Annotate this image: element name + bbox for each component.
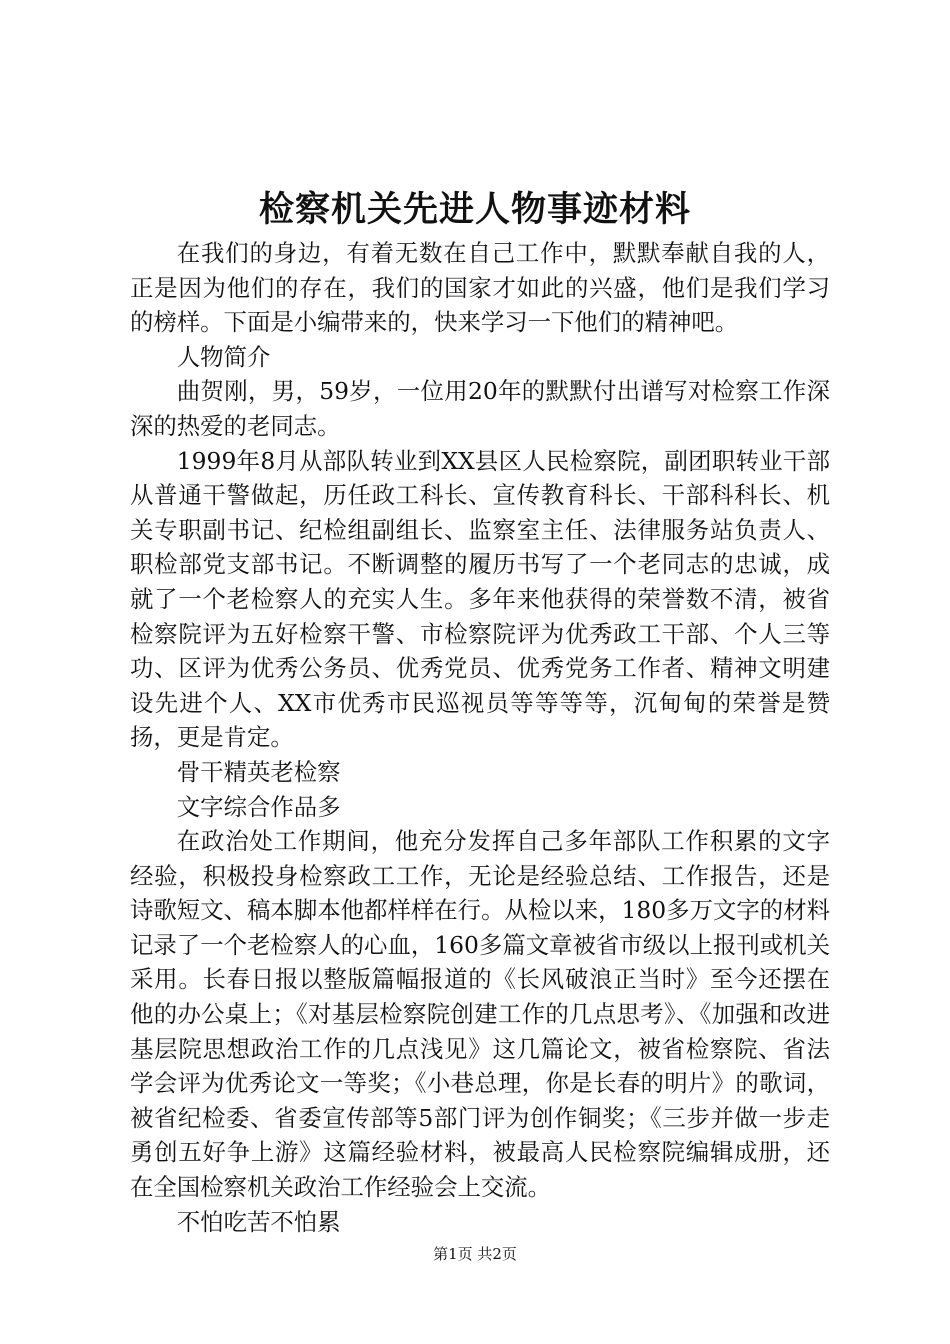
section-heading-backbone: 骨干精英老检察 bbox=[176, 757, 341, 786]
page-number-footer: 第1页 共2页 bbox=[433, 1245, 517, 1263]
section-heading-hardwork: 不怕吃苦不怕累 bbox=[176, 1207, 341, 1236]
document-body bbox=[130, 236, 830, 1239]
section-heading-writing: 文字综合作品多 bbox=[176, 792, 341, 821]
paragraph-intro: 在我们的身边，有着无数在自己工作中，默默奉献自我的人，正是因为他们的存在，我们的国家才如此的兴盛，他们是我们学习的榜样。下面是小编带来的，快来学习一下他们的精神吧。 bbox=[130, 239, 830, 337]
document-title: 检察机关先进人物事迹材料 bbox=[258, 189, 691, 230]
paragraph-profile: 曲贺刚，男，59岁，一位用20年的默默付出谱写对检察工作深深的热爱的老同志。 bbox=[130, 377, 830, 440]
paragraph-writing: 在政治处工作期间，他充分发挥自己多年部队工作积累的文字经验，积极投身检察政工工作，无论是经验总结、工作报告，还是诗歌短文、稿本脚本他都样样在行。从检以来，180多万文字的材料记录了一个老检察人的心血，160多篇文章被省市级以上报刊或机关采用。长春日报以整版篇幅报道的《长风破浪正当时》至今还摆在他的办公桌上；《对基层检察院创建工作的几点思考》、《加强和改进基层院思想政治工作的几点浅见》这几篇论文，被省检察院、省法学会评为优秀论文一等奖；《小巷总理，你是长春的明片》的歌词，被省纪检委、省委宣传部等5部门评为创作铜奖；《三步并做一步走勇创五好争上游》这篇经验材料，被最高人民检察院编辑成册，还在全国检察机关政治工作经验会上交流。 bbox=[130, 827, 830, 1202]
section-heading-profile: 人物简介 bbox=[176, 342, 271, 371]
paragraph-career: 1999年8月从部队转业到XX县区人民检察院，副团职转业干部从普通干警做起，历任政工科长、宣传教育科长、干部科科长、机关专职副书记、纪检组副组长、监察室主任、法律服务站负责人、职检部党支部书记。不断调整的履历书写了一个老同志的忠诚，成就了一个老检察人的充实人生。多年来他获得的荣誉数不清，被省检察院评为五好检察干警、市检察院评为优秀政工干部、个人三等功、区评为优秀公务员、优秀党员、优秀党务工作者、精神文明建设先进个人、XX市优秀市民巡视员等等等等，沉甸甸的荣誉是赞扬，更是肯定。 bbox=[130, 446, 830, 752]
